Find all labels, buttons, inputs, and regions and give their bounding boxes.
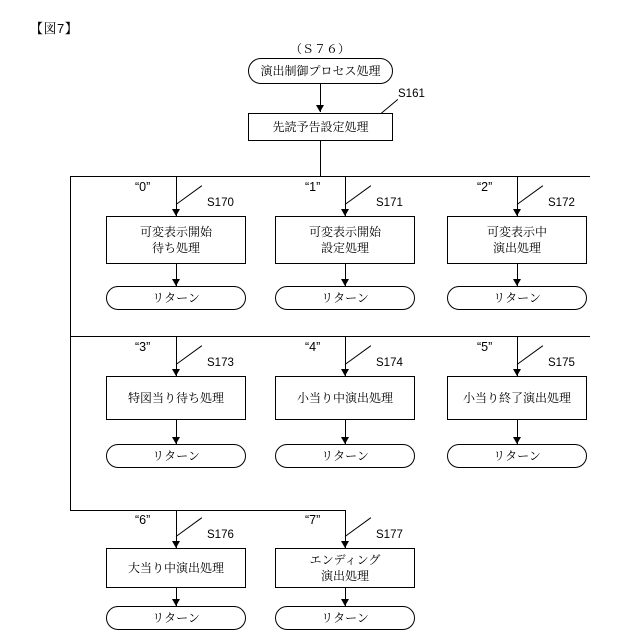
branch-value-0: “0”: [135, 180, 151, 194]
step-tag-s172: S172: [548, 197, 575, 209]
figure-label: 【図7】: [30, 21, 79, 36]
step-tag-s173: S173: [207, 357, 234, 369]
node-return-7: リターン: [275, 606, 415, 630]
branch-value-6: “6”: [135, 513, 151, 527]
node-branch-6: 大当り中演出処理: [106, 548, 246, 588]
arrow-branch-0: [172, 209, 180, 216]
node-branch-5: 小当り終了演出処理: [447, 376, 587, 420]
branch-value-7: “7”: [305, 513, 321, 527]
arrow-branch-1: [341, 209, 349, 216]
arrow-branch-5-return: [513, 437, 521, 444]
node-return-3: リターン: [106, 444, 246, 468]
node-branch-7: エンディング 演出処理: [275, 548, 415, 588]
step-tag-s170: S170: [207, 197, 234, 209]
arrow-branch-2-return: [513, 279, 521, 286]
node-return-5: リターン: [447, 444, 587, 468]
node-branch-1: 可変表示開始 設定処理: [275, 216, 415, 264]
step-tag-s174: S174: [376, 357, 403, 369]
bus-left-spine: [70, 176, 71, 510]
leader-s175: [517, 345, 543, 365]
node-branch-3: 特図当り待ち処理: [106, 376, 246, 420]
node-return-0: リターン: [106, 286, 246, 310]
arrow-branch-6: [172, 541, 180, 548]
arrow-branch-2: [513, 209, 521, 216]
arrow-branch-7: [341, 541, 349, 548]
bus-row-2: [70, 336, 590, 337]
connector-setting-bus: [320, 141, 321, 176]
arrow-branch-1-return: [341, 279, 349, 286]
node-branch-4: 小当り中演出処理: [275, 376, 415, 420]
arrow-branch-3-return: [172, 437, 180, 444]
node-process-start: 演出制御プロセス処理: [248, 58, 393, 84]
node-return-4: リターン: [275, 444, 415, 468]
leader-s174: [345, 345, 371, 365]
node-return-6: リターン: [106, 606, 246, 630]
node-prefetch-setting: 先読予告設定処理: [248, 113, 393, 141]
step-tag-s161: S161: [398, 88, 425, 100]
step-tag-s175: S175: [548, 357, 575, 369]
leader-s176: [176, 517, 202, 537]
node-return-2: リターン: [447, 286, 587, 310]
arrow-branch-4-return: [341, 437, 349, 444]
leader-s173: [176, 345, 202, 365]
arrow-branch-6-return: [172, 599, 180, 606]
arrow-branch-7-return: [341, 599, 349, 606]
leader-s177: [345, 517, 371, 537]
branch-value-4: “4”: [305, 340, 321, 354]
leader-s170: [176, 185, 202, 205]
arrow-process-setting: [316, 105, 324, 112]
leader-s171: [345, 185, 371, 205]
step-tag-s76: （Ｓ７６）: [290, 42, 351, 56]
branch-value-1: “1”: [305, 180, 321, 194]
step-tag-s176: S176: [207, 529, 234, 541]
node-branch-2: 可変表示中 演出処理: [447, 216, 587, 264]
branch-value-2: “2”: [477, 180, 493, 194]
bus-row-3: [70, 510, 345, 511]
arrow-branch-0-return: [172, 279, 180, 286]
node-return-1: リターン: [275, 286, 415, 310]
leader-s172: [517, 185, 543, 205]
arrow-branch-5: [513, 369, 521, 376]
branch-value-3: “3”: [135, 340, 151, 354]
step-tag-s171: S171: [376, 197, 403, 209]
node-branch-0: 可変表示開始 待ち処理: [106, 216, 246, 264]
branch-value-5: “5”: [477, 340, 493, 354]
step-tag-s177: S177: [376, 529, 403, 541]
arrow-branch-3: [172, 369, 180, 376]
bus-row-1: [70, 176, 590, 177]
arrow-branch-4: [341, 369, 349, 376]
leader-s161: [381, 99, 398, 114]
